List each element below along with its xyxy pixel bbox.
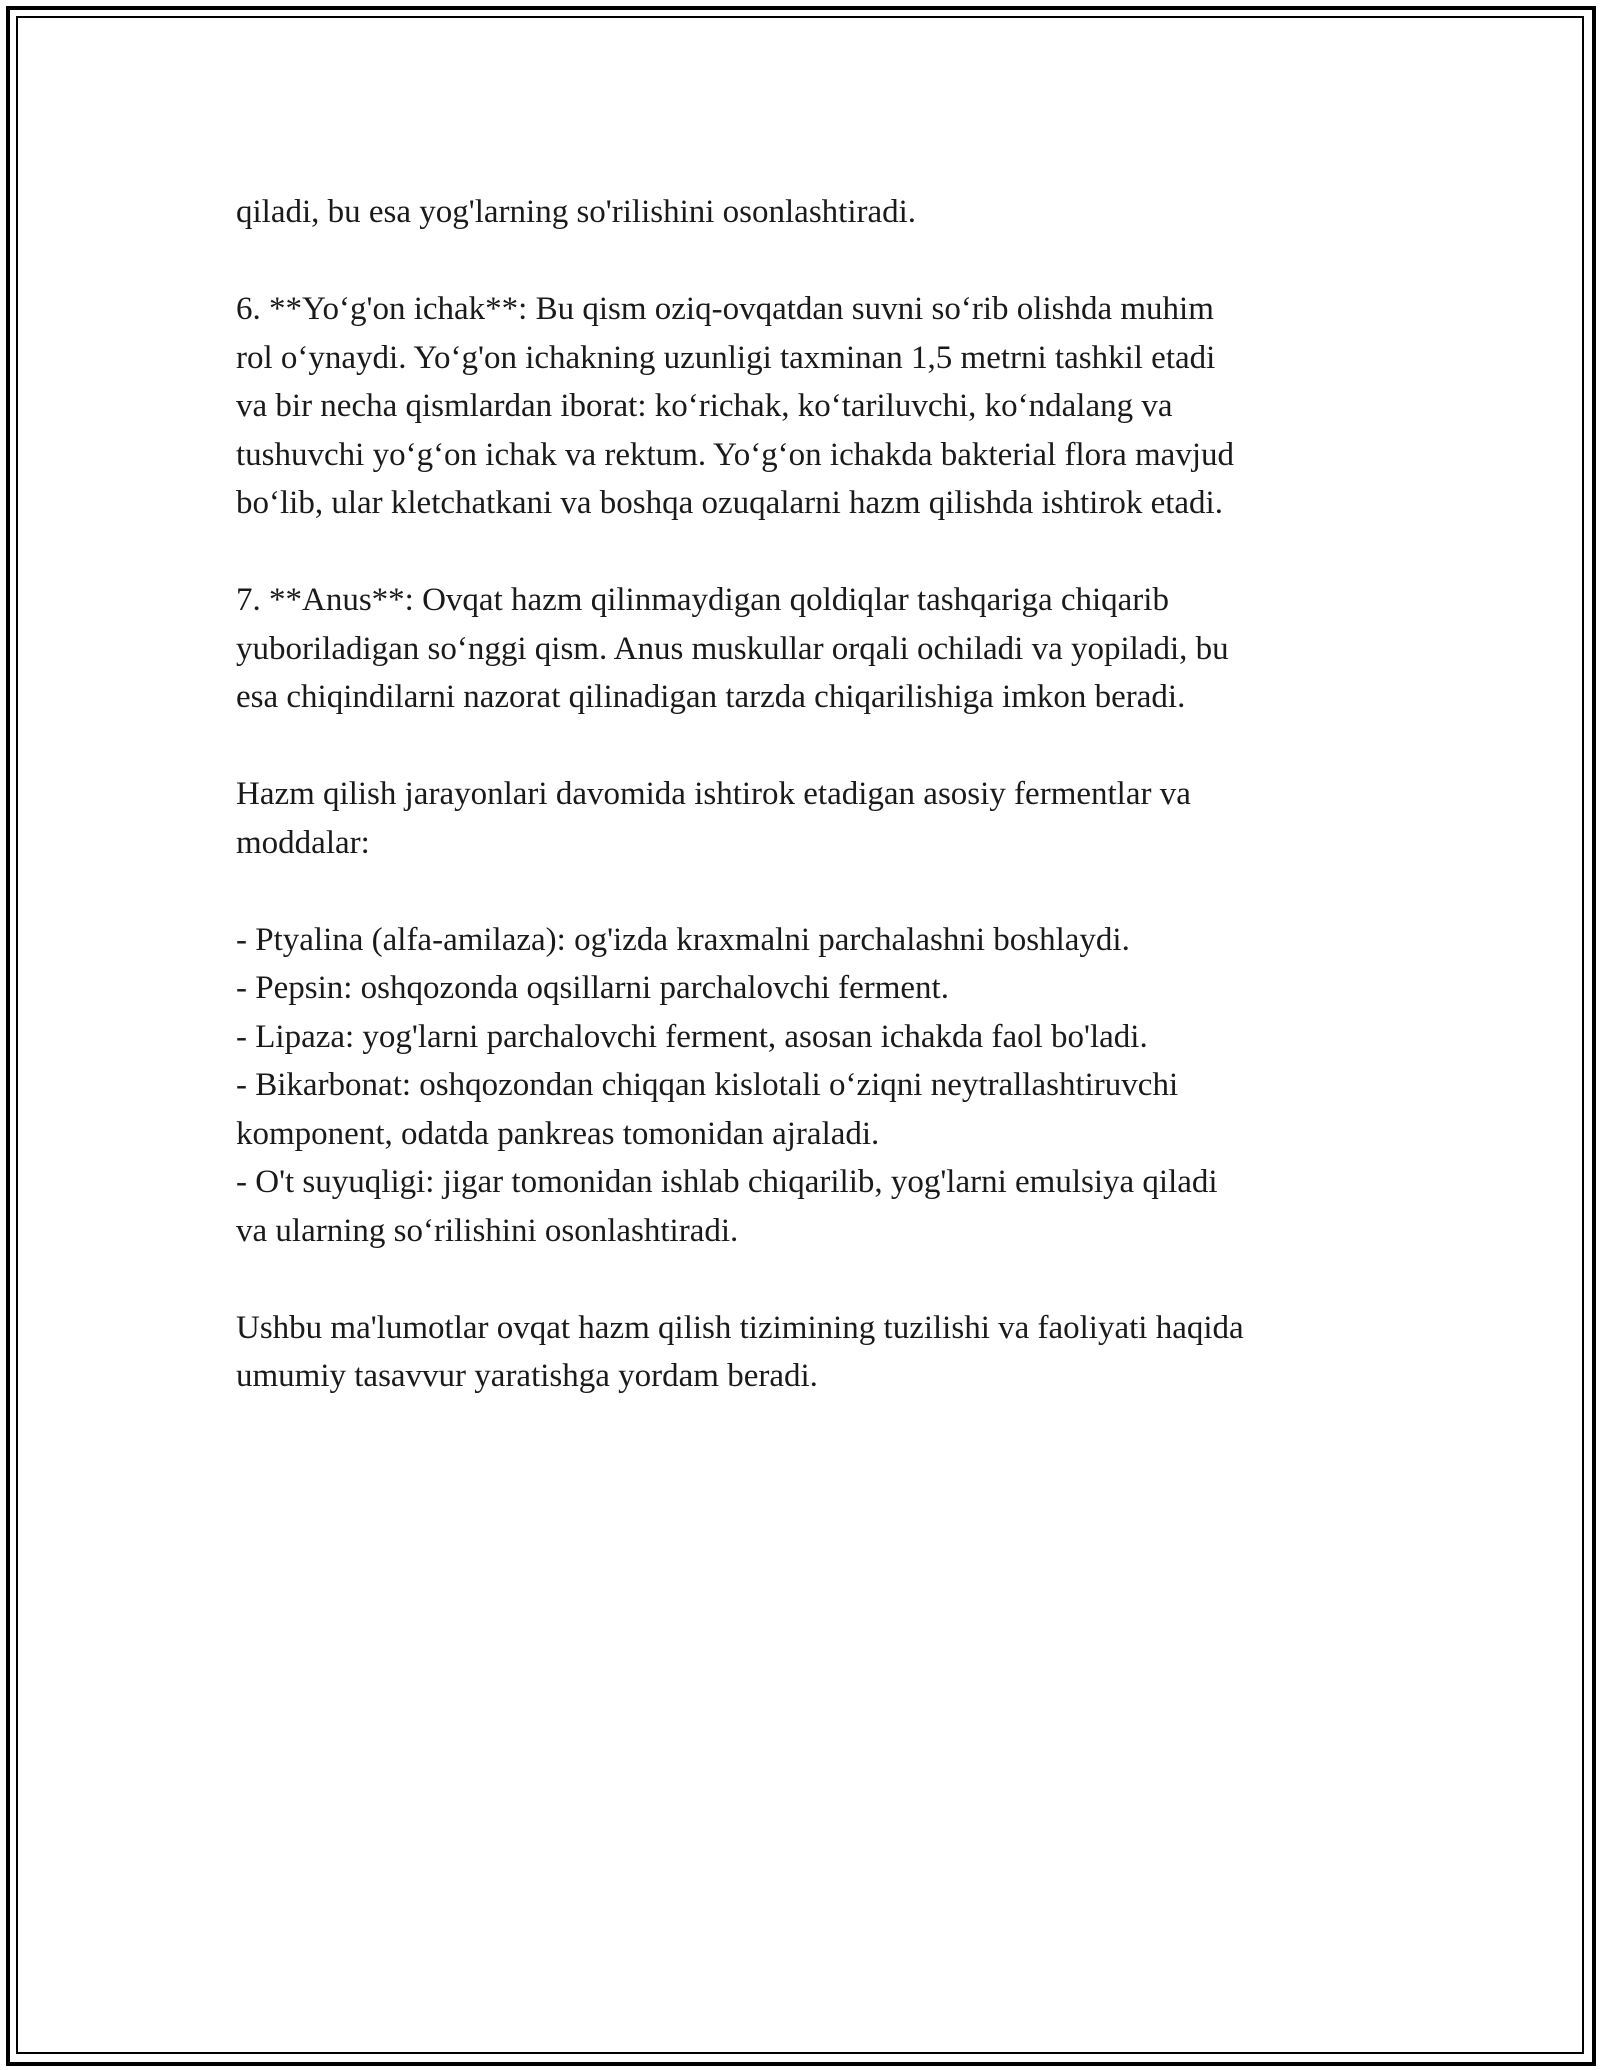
text-line: 7. **Anus**: Ovqat hazm qilinmaydigan qoldiqlar tashqariga chiqarib [236,582,1169,618]
text-line: bo‘lib, ular kletchatkani va boshqa ozuqalarni hazm qilishda ishtirok etadi. [236,485,1223,521]
text-line: yuboriladigan so‘nggi qism. Anus muskullar orqali ochiladi va yopiladi, bu [236,630,1229,667]
enzyme-list [236,916,1366,1256]
text-line: rol o‘ynaydi. Yo‘g'on ichakning uzunligi taxminan 1,5 metrni tashkil etadi [236,339,1216,376]
text-line: umumiy tasavvur yaratishga yordam beradi. [236,1358,818,1394]
list-item: - Bikarbonat: oshqozondan chiqqan kislotali o‘ziqni neytrallashtiruvchi [236,1067,1179,1103]
paragraph-anus [236,576,1366,722]
list-item-continuation: komponent, odatda pankreas tomonidan ajraladi. [236,1115,880,1152]
text-line: 6. **Yo‘g'on ichak**: Bu qism oziq-ovqatdan suvni so‘rib olishda muhim [236,291,1214,327]
text-line: moddalar: [236,824,370,861]
text-line: tushuvchi yo‘g‘on ichak va rektum. Yo‘g‘on ichakda bakterial flora mavjud [236,436,1234,473]
list-item: - Lipaza: yog'larni parchalovchi ferment, asosan ichakda faol bo'ladi. [236,1018,1148,1055]
list-item-continuation: va ularning so‘rilishini osonlashtiradi. [236,1212,739,1249]
text-line: Ushbu ma'lumotlar ovqat hazm qilish tizimining tuzilishi va faoliyati haqida [236,1309,1244,1346]
text-line: qiladi, bu esa yog'larning so'rilishini osonlashtiradi. [236,194,917,230]
list-item: - Ptyalina (alfa-amilaza): og'izda kraxmalni parchalashni boshlaydi. [236,921,1130,958]
list-item: - O't suyuqligi: jigar tomonidan ishlab chiqarilib, yog'larni emulsiya qiladi [236,1164,1218,1200]
text-line: Hazm qilish jarayonlari davomida ishtirok etadigan asosiy fermentlar va [236,776,1191,812]
text-line: va bir necha qismlardan iborat: ko‘richak, ko‘tariluvchi, ko‘ndalang va [236,388,1173,424]
text-line: esa chiqindilarni nazorat qilinadigan tarzda chiqarilishiga imkon beradi. [236,679,1186,715]
paragraph-large-intestine [236,285,1366,528]
list-item: - Pepsin: oshqozonda oqsillarni parchalovchi ferment. [236,970,949,1006]
paragraph-conclusion [236,1304,1366,1401]
document-body [236,188,1366,1449]
paragraph-continuation [236,188,1366,237]
paragraph-enzymes-intro [236,770,1366,867]
